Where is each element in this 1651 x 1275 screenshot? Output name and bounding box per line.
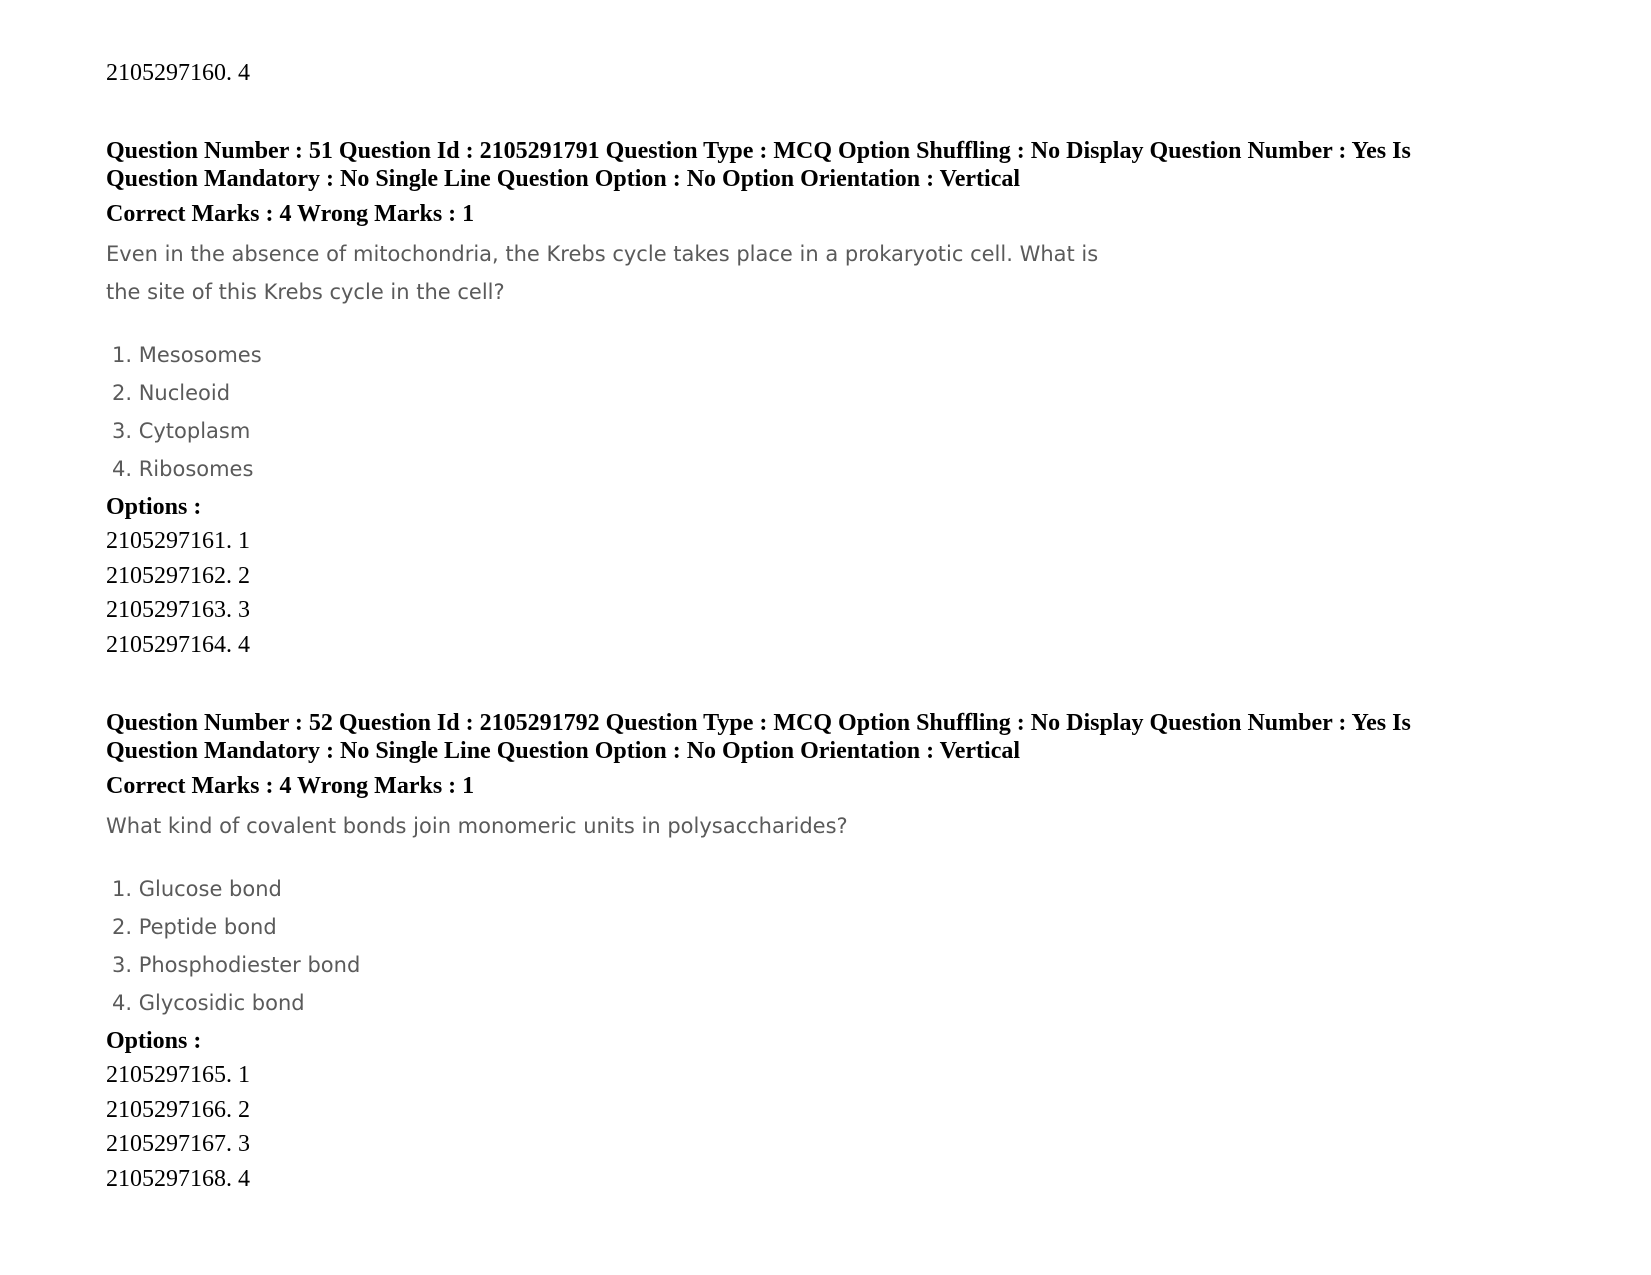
answer-choice: 2. Peptide bond — [112, 915, 277, 939]
question-text: Even in the absence of mitochondria, the Krebs cycle takes place in a prokaryotic cell. What is — [106, 242, 1099, 266]
question-text: the site of this Krebs cycle in the cell? — [106, 280, 505, 304]
option-line: 2105297160. 4 — [106, 60, 250, 86]
question-marks: Correct Marks : 4 Wrong Marks : 1 — [106, 773, 475, 799]
question-marks: Correct Marks : 4 Wrong Marks : 1 — [106, 201, 475, 227]
answer-choice: 3. Phosphodiester bond — [112, 953, 361, 977]
options-label: Options : — [106, 494, 202, 520]
question-text: What kind of covalent bonds join monomeric units in polysaccharides? — [106, 814, 848, 838]
question-header: Question Mandatory : No Single Line Question Option : No Option Orientation : Vertical — [106, 738, 1021, 764]
question-header: Question Number : 51 Question Id : 2105291791 Question Type : MCQ Option Shuffling : No Display Question Number : Yes Is — [106, 138, 1411, 164]
option-line: 2105297165. 1 — [106, 1062, 250, 1088]
option-line: 2105297167. 3 — [106, 1131, 250, 1157]
option-line: 2105297168. 4 — [106, 1166, 250, 1192]
question-header: Question Mandatory : No Single Line Question Option : No Option Orientation : Vertical — [106, 166, 1021, 192]
answer-choice: 1. Glucose bond — [112, 877, 282, 901]
question-header: Question Number : 52 Question Id : 2105291792 Question Type : MCQ Option Shuffling : No Display Question Number : Yes Is — [106, 710, 1411, 736]
answer-choice: 4. Ribosomes — [112, 457, 254, 481]
answer-choice: 2. Nucleoid — [112, 381, 231, 405]
answer-choice: 4. Glycosidic bond — [112, 991, 305, 1015]
option-line: 2105297161. 1 — [106, 528, 250, 554]
options-label: Options : — [106, 1028, 202, 1054]
answer-choice: 3. Cytoplasm — [112, 419, 251, 443]
option-line: 2105297164. 4 — [106, 632, 250, 658]
option-line: 2105297163. 3 — [106, 597, 250, 623]
option-line: 2105297166. 2 — [106, 1097, 250, 1123]
answer-choice: 1. Mesosomes — [112, 343, 262, 367]
option-line: 2105297162. 2 — [106, 563, 250, 589]
